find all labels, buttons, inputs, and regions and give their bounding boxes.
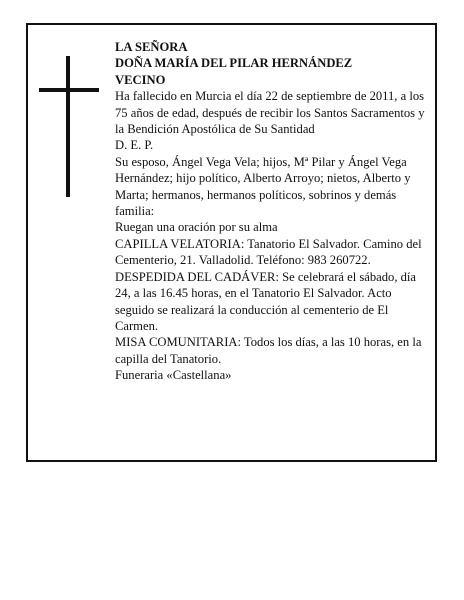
rest-in-peace: D. E. P. [115,138,154,153]
mass-info: MISA COMUNITARIA: Todos los días, a las 10 horas, en la capilla del Tanatorio. [115,335,422,366]
death-announcement: Ha fallecido en Murcia el día 22 de septiembre de 2011, a los 75 años de edad, después de recibir los Santos Sacramentos y la Bendición Apostólica de Su Santidad [115,89,425,137]
funeral-home: Funeraria «Castellana» [115,368,232,383]
deceased-name: DOÑA MARÍA DEL PILAR HERNÁNDEZ [115,56,353,71]
prayer-request: Ruegan una oración por su alma [115,220,278,235]
cross-vertical-bar [66,56,70,197]
family-mourners: Su esposo, Ángel Vega Vela; hijos, Mª Pilar y Ángel Vega Hernández; hijo político, Alberto Arroyo; nietos, Alberto y Marta; hermanos, hermanos políticos, sobrinos y demás familia: [115,154,411,219]
cross-horizontal-bar [39,88,99,92]
obituary-notice [26,23,437,462]
chapel-info: CAPILLA VELATORIA: Tanatorio El Salvador. Camino del Cementerio, 21. Valladolid. Teléfono: 983 260722. [115,236,422,268]
obituary-heading: LA SEÑORA [115,40,188,54]
farewell-info: DESPEDIDA DEL CADÁVER: Se celebrará el sábado, día 24, a las 16.45 horas, en el Tanatorio El Salvador. Acto seguido se realizará la conducción al cementerio de El Carmen. [115,269,417,333]
deceased-surname: VECINO [115,72,166,87]
obituary-text [115,39,433,384]
